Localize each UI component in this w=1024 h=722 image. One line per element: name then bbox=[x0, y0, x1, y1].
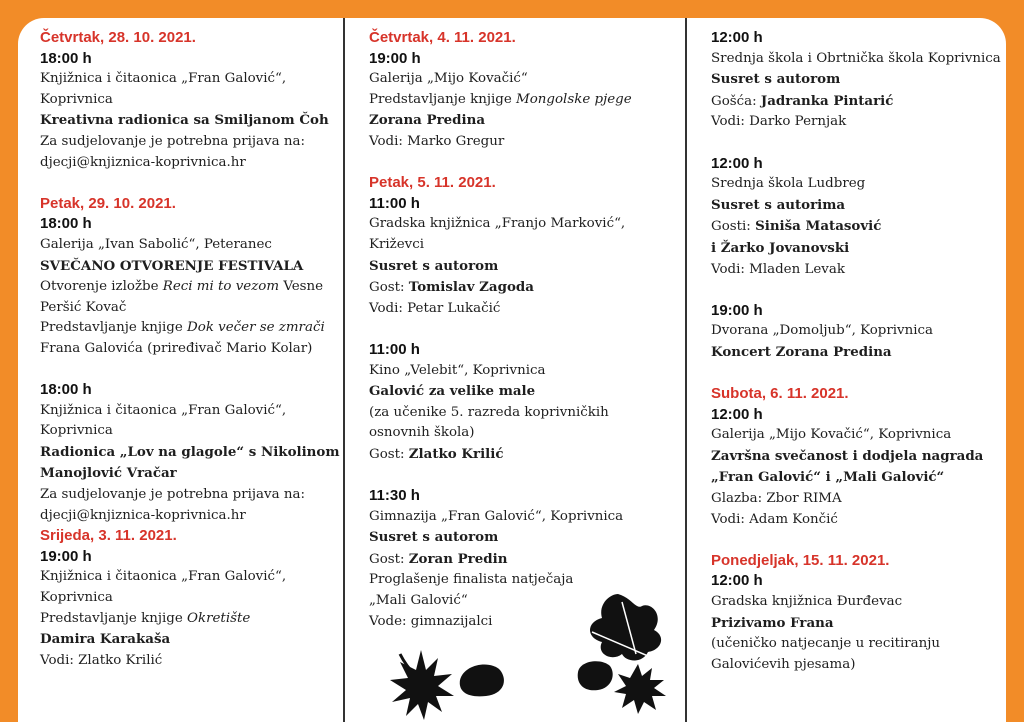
chestnut-illustration-left bbox=[386, 640, 526, 722]
event-detail-line bbox=[40, 132, 330, 153]
event-detail-line bbox=[711, 467, 1011, 489]
text-run: Zorana Predina bbox=[369, 112, 486, 129]
text-run: i Žarko Jovanovski bbox=[711, 239, 850, 256]
text-run: Zoran Predin bbox=[408, 550, 508, 567]
text-run: djecji@knjiznica-koprivnica.hr bbox=[40, 154, 246, 170]
event-detail-line bbox=[711, 613, 1011, 635]
event-date: Četvrtak, 4. 11. 2021. bbox=[369, 29, 516, 46]
event-detail-line bbox=[369, 549, 669, 571]
event-detail-line bbox=[711, 260, 1011, 281]
event-detail-line bbox=[40, 298, 330, 319]
event-detail-line bbox=[369, 132, 669, 153]
text-run: Okretište bbox=[187, 610, 251, 626]
text-run: Galerija „Ivan Sabolić“, Peteranec bbox=[40, 236, 272, 252]
text-run: Radionica „Lov na glagole“ s Nikolinom bbox=[40, 443, 340, 460]
text-run: Završna svečanost i dodjela nagrada bbox=[711, 447, 984, 464]
event-date: Subota, 6. 11. 2021. bbox=[711, 385, 849, 403]
event-time: 19:00 h bbox=[40, 547, 92, 565]
text-run: Susret s autorom bbox=[369, 529, 499, 546]
event-detail-line bbox=[369, 570, 669, 591]
text-run: Kino „Velebit“, Koprivnica bbox=[369, 362, 546, 378]
spiky-husk-icon bbox=[614, 664, 666, 714]
event-detail-line bbox=[711, 655, 1011, 676]
text-run: SVEČANO OTVORENJE FESTIVALA bbox=[40, 257, 304, 274]
event-detail-line bbox=[369, 299, 669, 320]
text-run: (za učenike 5. razreda koprivničkih bbox=[369, 404, 609, 420]
text-run: Predstavljanje knjige bbox=[369, 91, 517, 107]
text-run: Vodi: Marko Gregur bbox=[369, 133, 505, 149]
text-run: Glazba: Zbor RIMA bbox=[711, 491, 842, 507]
text-run: Siniša Matasović bbox=[755, 218, 882, 235]
text-run: Susret s autorima bbox=[711, 196, 846, 213]
text-run: Križevci bbox=[369, 236, 425, 252]
event-detail-line bbox=[40, 609, 330, 630]
text-run: Tomislav Zagoda bbox=[408, 279, 534, 296]
event-detail-line bbox=[711, 112, 1011, 133]
text-run: „Fran Galović“ i „Mali Galović“ bbox=[711, 469, 945, 486]
text-run: Damira Karakaša bbox=[40, 631, 171, 648]
event-detail-line bbox=[369, 361, 669, 382]
text-run: Dok večer se zmrači bbox=[187, 320, 325, 336]
event-date: Petak, 5. 11. 2021. bbox=[369, 174, 496, 192]
text-run: Peršić Kovač bbox=[40, 299, 127, 315]
event-detail-line bbox=[369, 110, 669, 132]
text-run: Vodi: Darko Pernjak bbox=[711, 114, 847, 130]
spacer bbox=[369, 153, 669, 174]
text-run: Galerija „Mijo Kovačić“ bbox=[369, 71, 528, 87]
event-detail-line bbox=[40, 629, 330, 651]
text-run: Knjižnica i čitaonica „Fran Galović“, bbox=[40, 71, 287, 87]
text-run: Gost: bbox=[369, 551, 409, 567]
event-date: Ponedjeljak, 15. 11. 2021. bbox=[711, 551, 890, 569]
text-run: Gimnazija „Fran Galović“, Koprivnica bbox=[369, 508, 624, 524]
event-time: 12:00 h bbox=[711, 405, 763, 423]
text-run: Vodi: Zlatko Krilić bbox=[40, 652, 163, 668]
text-run: Mongolske pjege bbox=[516, 91, 632, 107]
spacer bbox=[711, 280, 1011, 301]
column-divider bbox=[343, 18, 345, 722]
event-detail-line bbox=[369, 69, 669, 90]
text-run: Galović za velike male bbox=[369, 383, 536, 400]
event-detail-line bbox=[369, 256, 669, 278]
spiky-husk-icon bbox=[390, 650, 454, 720]
event-detail-line bbox=[40, 651, 330, 672]
schedule-column-3 bbox=[711, 28, 1011, 675]
event-time: 18:00 h bbox=[40, 215, 92, 233]
text-run: Kreativna radionica sa Smiljanom Čoh bbox=[40, 112, 329, 129]
spacer bbox=[711, 364, 1011, 385]
text-run: Prizivamo Frana bbox=[711, 614, 834, 631]
spacer bbox=[369, 465, 669, 486]
event-time: 18:00 h bbox=[40, 381, 92, 399]
event-detail-line bbox=[369, 277, 669, 299]
text-run: osnovnih škola) bbox=[369, 425, 475, 441]
event-detail-line bbox=[711, 342, 1011, 364]
text-run: Koprivnica bbox=[40, 590, 113, 606]
event-detail-line bbox=[40, 567, 330, 588]
text-run: Vesne bbox=[279, 279, 324, 295]
text-run: Susret s autorom bbox=[369, 257, 499, 274]
leaf-icon bbox=[590, 594, 661, 661]
event-detail-line bbox=[40, 485, 330, 506]
text-run: Zlatko Krilić bbox=[408, 445, 504, 462]
event-time: 19:00 h bbox=[369, 49, 421, 67]
text-run: Srednja škola i Obrtnička škola Koprivnica bbox=[711, 50, 1001, 66]
event-detail-line bbox=[40, 277, 330, 298]
text-run: Susret s autorom bbox=[711, 71, 841, 88]
text-run: Knjižnica i čitaonica „Fran Galović“, bbox=[40, 402, 287, 418]
event-detail-line bbox=[711, 91, 1011, 113]
text-run: Gradska knjižnica Đurđevac bbox=[711, 594, 903, 610]
event-time: 19:00 h bbox=[711, 301, 763, 319]
event-detail-line bbox=[40, 506, 330, 527]
event-detail-line bbox=[711, 216, 1011, 238]
event-detail-line bbox=[369, 527, 669, 549]
event-detail-line bbox=[711, 238, 1011, 260]
event-detail-line bbox=[40, 318, 330, 339]
event-detail-line bbox=[40, 153, 330, 174]
chestnut-icon bbox=[578, 661, 613, 690]
event-detail-line bbox=[711, 425, 1011, 446]
text-run: Frana Galovića (priređivač Mario Kolar) bbox=[40, 340, 313, 356]
event-detail-line bbox=[711, 69, 1011, 91]
text-run: Dvorana „Domoljub“, Koprivnica bbox=[711, 323, 934, 339]
event-time: 12:00 h bbox=[711, 29, 763, 46]
event-detail-line bbox=[711, 592, 1011, 613]
text-run: Galerija „Mijo Kovačić“, Koprivnica bbox=[711, 427, 952, 443]
event-detail-line bbox=[40, 69, 330, 90]
event-detail-line bbox=[711, 49, 1011, 70]
event-date: Četvrtak, 28. 10. 2021. bbox=[40, 29, 196, 46]
text-run: Gošća: bbox=[711, 93, 761, 109]
event-detail-line bbox=[369, 444, 669, 466]
text-run: Predstavljanje knjige bbox=[40, 320, 188, 336]
event-time: 18:00 h bbox=[40, 49, 92, 67]
event-detail-line bbox=[40, 463, 330, 485]
text-run: Jadranka Pintarić bbox=[760, 92, 894, 109]
text-run: (učeničko natjecanje u recitiranju bbox=[711, 636, 941, 652]
schedule-column-2 bbox=[369, 28, 669, 632]
event-time: 12:00 h bbox=[711, 572, 763, 590]
column-divider bbox=[685, 18, 687, 722]
text-run: Manojlović Vračar bbox=[40, 465, 177, 482]
event-time: 11:00 h bbox=[369, 340, 420, 358]
text-run: Vodi: Adam Končić bbox=[711, 511, 838, 527]
event-detail-line bbox=[40, 110, 330, 132]
event-detail-line bbox=[711, 174, 1011, 195]
event-detail-line bbox=[40, 90, 330, 111]
text-run: Za sudjelovanje je potrebna prijava na: bbox=[40, 487, 305, 503]
event-detail-line bbox=[40, 421, 330, 442]
event-detail-line bbox=[40, 235, 330, 256]
event-detail-line bbox=[711, 634, 1011, 655]
event-detail-line bbox=[711, 489, 1011, 510]
event-detail-line bbox=[369, 90, 669, 111]
event-detail-line bbox=[369, 235, 669, 256]
spacer bbox=[711, 133, 1011, 154]
event-time: 12:00 h bbox=[711, 154, 763, 172]
text-run: Gost: bbox=[369, 446, 409, 462]
text-run: Gradska knjižnica „Franjo Marković“, bbox=[369, 216, 626, 232]
text-run: djecji@knjiznica-koprivnica.hr bbox=[40, 507, 246, 523]
text-run: Vodi: Mladen Levak bbox=[711, 261, 845, 277]
text-run: Predstavljanje knjige bbox=[40, 610, 188, 626]
spacer bbox=[40, 173, 330, 194]
text-run: Za sudjelovanje je potrebna prijava na: bbox=[40, 133, 305, 149]
spacer bbox=[711, 530, 1011, 551]
event-date: Petak, 29. 10. 2021. bbox=[40, 194, 176, 212]
text-run: Reci mi to vezom bbox=[162, 279, 280, 295]
event-detail-line bbox=[369, 214, 669, 235]
event-detail-line bbox=[40, 442, 340, 464]
event-detail-line bbox=[40, 401, 330, 422]
text-run: Galovićevih pjesama) bbox=[711, 656, 856, 672]
event-detail-line bbox=[40, 339, 330, 360]
text-run: Knjižnica i čitaonica „Fran Galović“, bbox=[40, 569, 287, 585]
schedule-column-1 bbox=[40, 28, 340, 671]
text-run: Gosti: bbox=[711, 219, 756, 235]
event-detail-line bbox=[369, 381, 669, 403]
text-run: „Mali Galović“ bbox=[369, 593, 468, 609]
spacer bbox=[369, 319, 669, 340]
event-time: 11:00 h bbox=[369, 194, 420, 212]
text-run: Koncert Zorana Predina bbox=[711, 343, 892, 360]
event-detail-line bbox=[711, 510, 1011, 531]
text-run: Otvorenje izložbe bbox=[40, 279, 163, 295]
event-detail-line bbox=[40, 256, 330, 278]
event-detail-line bbox=[711, 195, 1011, 217]
text-run: Srednja škola Ludbreg bbox=[711, 176, 866, 192]
event-detail-line bbox=[369, 507, 669, 528]
event-date: Srijeda, 3. 11. 2021. bbox=[40, 527, 177, 545]
spacer bbox=[40, 360, 330, 381]
event-detail-line bbox=[369, 423, 669, 444]
event-detail-line bbox=[711, 321, 1011, 342]
event-time: 11:30 h bbox=[369, 487, 420, 505]
text-run: Koprivnica bbox=[40, 423, 113, 439]
text-run: Koprivnica bbox=[40, 91, 113, 107]
text-run: Vode: gimnazijalci bbox=[369, 613, 493, 629]
text-run: Gost: bbox=[369, 280, 409, 296]
chestnut-illustration-right bbox=[572, 592, 672, 716]
event-detail-line bbox=[40, 588, 330, 609]
text-run: Vodi: Petar Lukačić bbox=[369, 300, 501, 316]
event-detail-line bbox=[369, 403, 669, 424]
event-detail-line bbox=[711, 446, 1011, 468]
chestnut-icon bbox=[460, 665, 504, 697]
text-run: Proglašenje finalista natječaja bbox=[369, 572, 574, 588]
